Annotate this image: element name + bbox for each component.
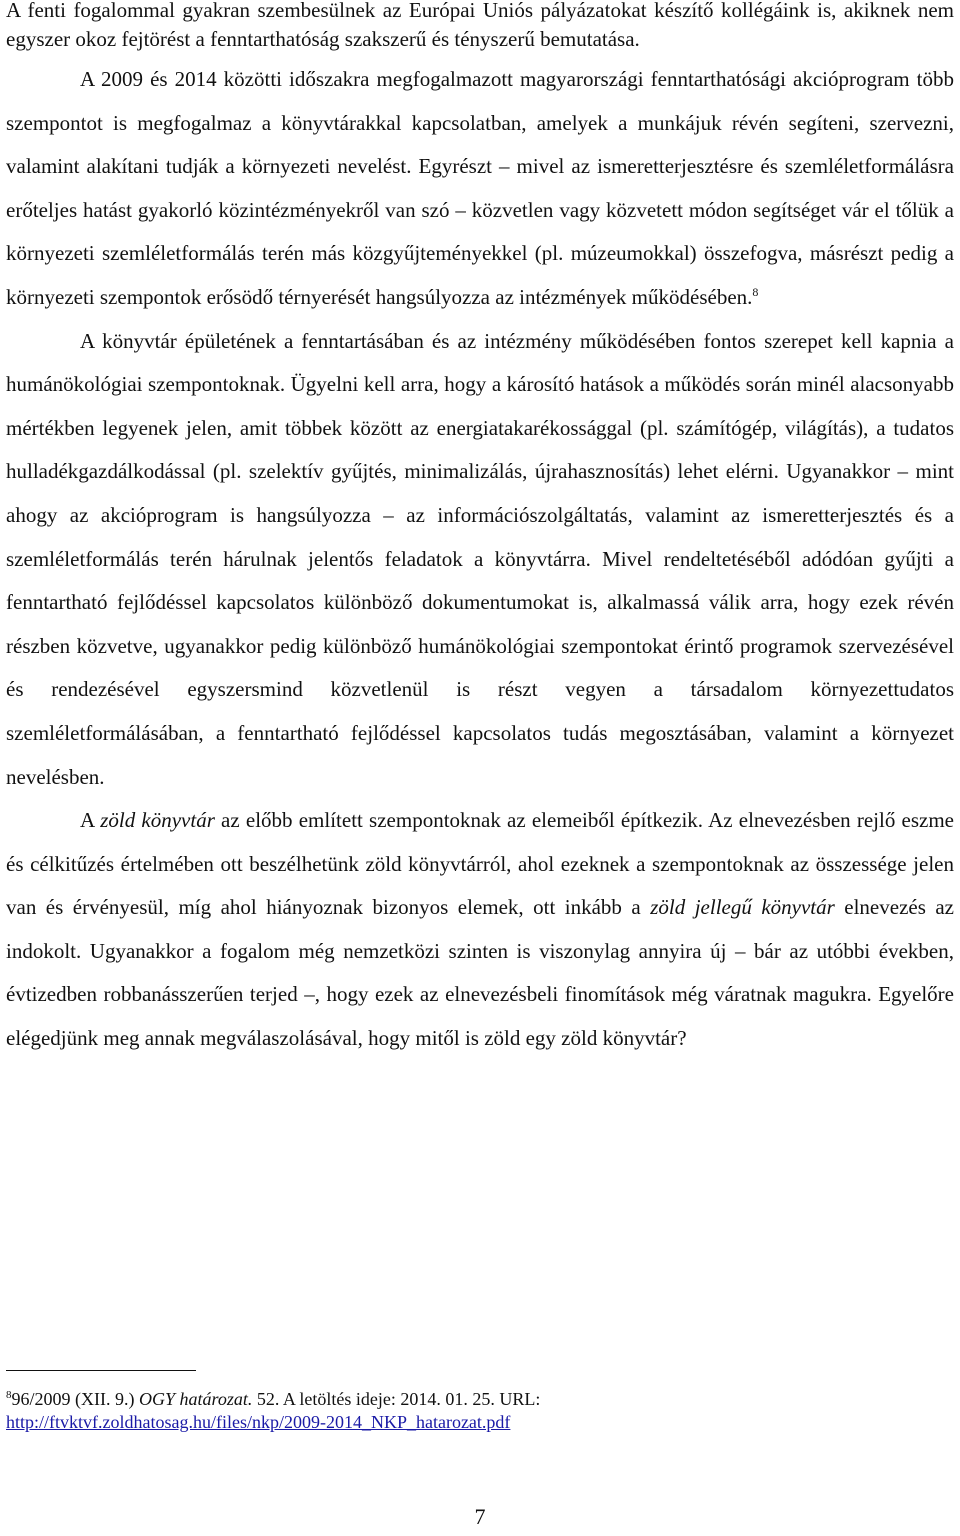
paragraph-action-program — [6, 58, 954, 320]
footnote-number: 8 — [6, 1389, 12, 1401]
footnote-separator — [6, 1370, 196, 1371]
term-green-library: zöld könyvtár — [100, 808, 215, 833]
paragraph-green-library-text-3: elnevezés az indokolt. Ugyanakkor a fogalom még nemzetközi szinten is viszonylag annyira új – bár az utóbbi években, évtizedben robbanásszerűen terjed –, hogy ezek az elnevezésbeli finomítások még váratnak magukra. Egyelőre elégedjünk meg annak megválaszolásával, hogy mitől is zöld egy zöld könyvtár? — [6, 895, 954, 1051]
footnote-reference[interactable]: 8 — [752, 284, 759, 299]
term-green-character-library: zöld jellegű könyvtár — [650, 895, 835, 920]
paragraph-green-library — [6, 799, 954, 1061]
footnote-line-1 — [6, 1388, 936, 1411]
footnote — [6, 1388, 936, 1434]
paragraph-library-building — [6, 320, 954, 800]
page-number: 7 — [474, 1504, 486, 1529]
paragraph-intro — [6, 0, 954, 54]
paragraph-green-library-text-2: az előbb említett szempontoknak az elemeiből építkezik. Az elnevezésben rejlő eszme és célkitűzés értelmében ott beszélhetünk zöld könyvtárról, ahol ezeknek a szempontoknak az összessége jelen van és érvényesül, míg ahol hiányoznak bizonyos elemek, ott inkább a — [6, 808, 955, 920]
footnote-italic: OGY határozat. — [138, 1389, 253, 1409]
paragraph-intro-text: A fenti fogalommal gyakran szembesülnek az Európai Uniós pályázatokat készítő kollégáink is, akiknek nem egyszer okoz fejtörést a fenntarthatóság szakszerű és tényszerű bemutatása. — [6, 0, 954, 51]
footnote-text-1: 96/2009 (XII. 9.) — [11, 1389, 139, 1409]
paragraph-action-program-text: A 2009 és 2014 közötti időszakra megfogalmazott magyarországi fenntarthatósági akcióprogram több szempontot is megfogalmaz a könyvtárakkal kapcsolatban, amelyek a munkájuk révén segíteni, szervezni, valamint alakítani tudják a környezeti nevelést. Egyrészt – mivel az ismeretterjesztésre és szemléletformálásra erőteljes hatást gyakorló közintézményekről van szó – közvetlen vagy közvetett módon segítséget vár el tőlük a környezeti szemléletformálás terén más közgyűjteményekkel (pl. múzeumokkal) összefogva, másrészt pedig a környezeti szempontok erősödő térnyerését hangsúlyozza az intézmények működésében. — [6, 67, 954, 309]
paragraph-library-building-text: A könyvtár épületének a fenntartásában és az intézmény működésében fontos szerepet kell kapnia a humánökológiai szempontoknak. Ügyelni kell arra, hogy a károsító hatások a működés során minél alacsonyabb mértékben legyenek jelen, amit többek között az energiatakarékossággal (pl. számítógép, világítás), a tudatos hulladékgazdálkodással (pl. szelektív gyűjtés, minimalizálás, újrahasznosítás) lehet elérni. Ugyanakkor – mint ahogy az akcióprogram is hangsúlyozza – az információszolgáltatás, valamint az ismeretterjesztés és a szemléletformálás terén hárulnak jelentős feladatok a könyvtárra. Mivel rendeltetéséből adódóan gyűjti a fenntartható fejlődéssel kapcsolatos különböző dokumentumokat is, alkalmassá válik arra, hogy ezek révén részben közvetve, ugyanakkor pedig különböző humánökológiai szempontokat érintő programok szervezésével és rendezésével egyszersmind közvetlenül is részt vegyen a társadalom környezettudatos szemléletformálásában, a fenntartható fejlődéssel kapcsolatos tudás megosztásában, valamint a környezet nevelésben. — [6, 328, 954, 789]
footnote-text-2: 52. A letöltés ideje: 2014. 01. 25. URL: — [252, 1389, 541, 1409]
footnote-line-2 — [6, 1411, 936, 1434]
paragraph-green-library-text-1: A — [80, 808, 101, 833]
footnote-url-link[interactable]: http://ftvktvf.zoldhatosag.hu/files/nkp/2009-2014_NKP_hatarozat.pdf — [6, 1412, 511, 1432]
